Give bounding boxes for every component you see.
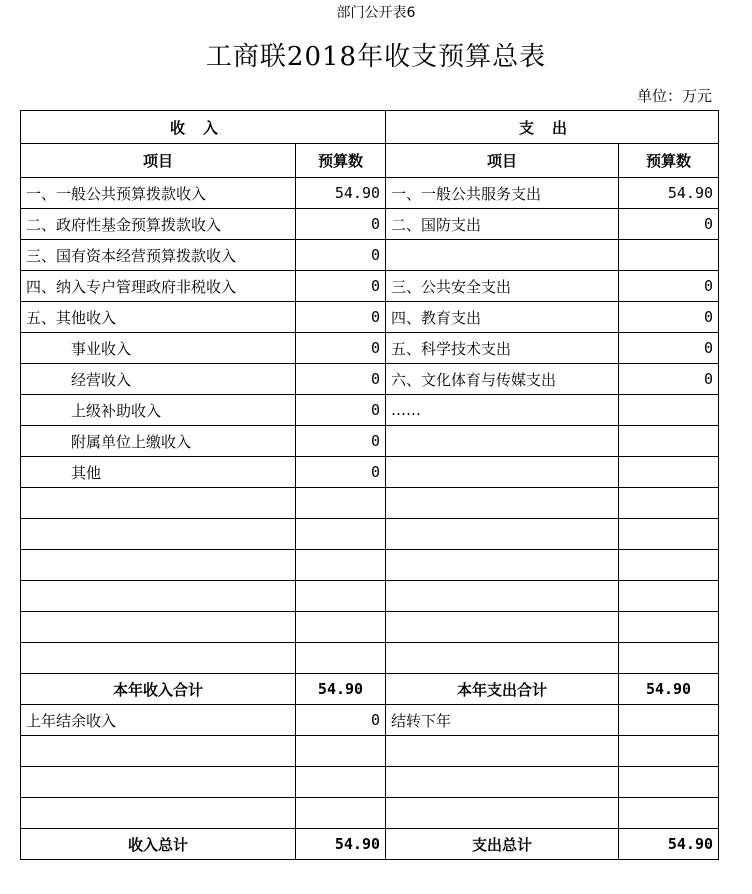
empty-cell	[619, 519, 719, 550]
expense-value: 0	[619, 209, 719, 240]
expense-item: 三、公共安全支出	[386, 271, 619, 302]
table-row	[21, 302, 719, 333]
income-item: 附属单位上缴收入	[21, 426, 296, 457]
table-row	[21, 178, 719, 209]
table-row	[21, 271, 719, 302]
expense-value: 0	[619, 302, 719, 333]
expense-grand-total-label: 支出总计	[386, 829, 619, 860]
empty-cell	[386, 643, 619, 674]
year-income-total-value: 54.90	[296, 674, 386, 705]
expense-item: 六、文化体育与传媒支出	[386, 364, 619, 395]
empty-cell	[386, 488, 619, 519]
empty-cell	[296, 767, 386, 798]
expense-item: ……	[386, 395, 619, 426]
prior-year-balance-value: 0	[296, 705, 386, 736]
table-row	[21, 240, 719, 271]
income-grand-total-label: 收入总计	[21, 829, 296, 860]
empty-cell	[386, 581, 619, 612]
expense-value: 0	[619, 271, 719, 302]
income-item: 一、一般公共预算拨款收入	[21, 178, 296, 209]
income-item: 上级补助收入	[21, 395, 296, 426]
income-value: 0	[296, 395, 386, 426]
budget-table	[20, 110, 719, 860]
expense-value: 54.90	[619, 178, 719, 209]
empty-cell	[296, 798, 386, 829]
empty-cell	[619, 767, 719, 798]
unit-label: 单位：万元	[636, 87, 712, 105]
empty-cell	[21, 767, 296, 798]
income-grand-total-value: 54.90	[296, 829, 386, 860]
empty-cell	[386, 519, 619, 550]
table-caption: 部门公开表6	[336, 5, 416, 21]
income-value: 0	[296, 333, 386, 364]
grand-total-row	[21, 829, 719, 860]
empty-row	[21, 736, 719, 767]
empty-cell	[296, 612, 386, 643]
empty-cell	[21, 643, 296, 674]
expense-item	[386, 457, 619, 488]
carry-row	[21, 705, 719, 736]
expense-value	[619, 426, 719, 457]
table-row	[21, 426, 719, 457]
expense-grand-total-value: 54.90	[619, 829, 719, 860]
empty-cell	[619, 643, 719, 674]
empty-cell	[619, 488, 719, 519]
income-value: 0	[296, 240, 386, 271]
prior-year-balance-label: 上年结余收入	[21, 705, 296, 736]
table-row	[21, 457, 719, 488]
year-expense-total-value: 54.90	[619, 674, 719, 705]
income-value: 54.90	[296, 178, 386, 209]
header-row-sections	[21, 111, 719, 144]
income-item: 二、政府性基金预算拨款收入	[21, 209, 296, 240]
income-item: 其他	[21, 457, 296, 488]
table-row	[21, 395, 719, 426]
income-value: 0	[296, 426, 386, 457]
table-row	[21, 333, 719, 364]
empty-cell	[386, 612, 619, 643]
income-section-header: 收入	[21, 111, 386, 144]
income-value: 0	[296, 209, 386, 240]
expense-section-header: 支出	[386, 111, 719, 144]
income-item: 四、纳入专户管理政府非税收入	[21, 271, 296, 302]
expense-value: 0	[619, 364, 719, 395]
table-row	[21, 209, 719, 240]
income-value: 0	[296, 457, 386, 488]
empty-cell	[296, 519, 386, 550]
empty-cell	[619, 550, 719, 581]
carry-forward-label: 结转下年	[386, 705, 619, 736]
year-income-total-label: 本年收入合计	[21, 674, 296, 705]
income-item: 事业收入	[21, 333, 296, 364]
empty-cell	[21, 736, 296, 767]
empty-cell	[21, 550, 296, 581]
empty-cell	[386, 798, 619, 829]
empty-cell	[619, 798, 719, 829]
empty-row	[21, 767, 719, 798]
expense-value	[619, 457, 719, 488]
expense-value: 0	[619, 333, 719, 364]
expense-item: 一、一般公共服务支出	[386, 178, 619, 209]
expense-item: 二、国防支出	[386, 209, 619, 240]
empty-cell	[296, 643, 386, 674]
page-title: 工商联2018年收支预算总表	[205, 42, 547, 72]
empty-cell	[619, 581, 719, 612]
income-value: 0	[296, 364, 386, 395]
empty-cell	[296, 581, 386, 612]
empty-cell	[21, 519, 296, 550]
empty-row	[21, 519, 719, 550]
expense-value	[619, 395, 719, 426]
header-row-columns	[21, 144, 719, 178]
income-item-header: 项目	[21, 144, 296, 178]
income-budget-header: 预算数	[296, 144, 386, 178]
empty-cell	[386, 767, 619, 798]
expense-item: 四、教育支出	[386, 302, 619, 333]
empty-cell	[21, 581, 296, 612]
income-value: 0	[296, 302, 386, 333]
empty-cell	[386, 550, 619, 581]
income-item: 三、国有资本经营预算拨款收入	[21, 240, 296, 271]
empty-cell	[21, 488, 296, 519]
empty-cell	[21, 612, 296, 643]
empty-row	[21, 612, 719, 643]
expense-budget-header: 预算数	[619, 144, 719, 178]
empty-row	[21, 643, 719, 674]
empty-row	[21, 550, 719, 581]
expense-item: 五、科学技术支出	[386, 333, 619, 364]
empty-cell	[296, 736, 386, 767]
expense-value	[619, 240, 719, 271]
empty-cell	[619, 736, 719, 767]
empty-row	[21, 798, 719, 829]
income-item: 五、其他收入	[21, 302, 296, 333]
table-row	[21, 364, 719, 395]
empty-cell	[619, 612, 719, 643]
empty-cell	[296, 550, 386, 581]
carry-forward-value	[619, 705, 719, 736]
empty-cell	[296, 488, 386, 519]
empty-row	[21, 488, 719, 519]
empty-row	[21, 581, 719, 612]
empty-cell	[386, 736, 619, 767]
expense-item	[386, 426, 619, 457]
empty-cell	[21, 798, 296, 829]
year-expense-total-label: 本年支出合计	[386, 674, 619, 705]
expense-item	[386, 240, 619, 271]
income-item: 经营收入	[21, 364, 296, 395]
year-total-row	[21, 674, 719, 705]
income-value: 0	[296, 271, 386, 302]
expense-item-header: 项目	[386, 144, 619, 178]
